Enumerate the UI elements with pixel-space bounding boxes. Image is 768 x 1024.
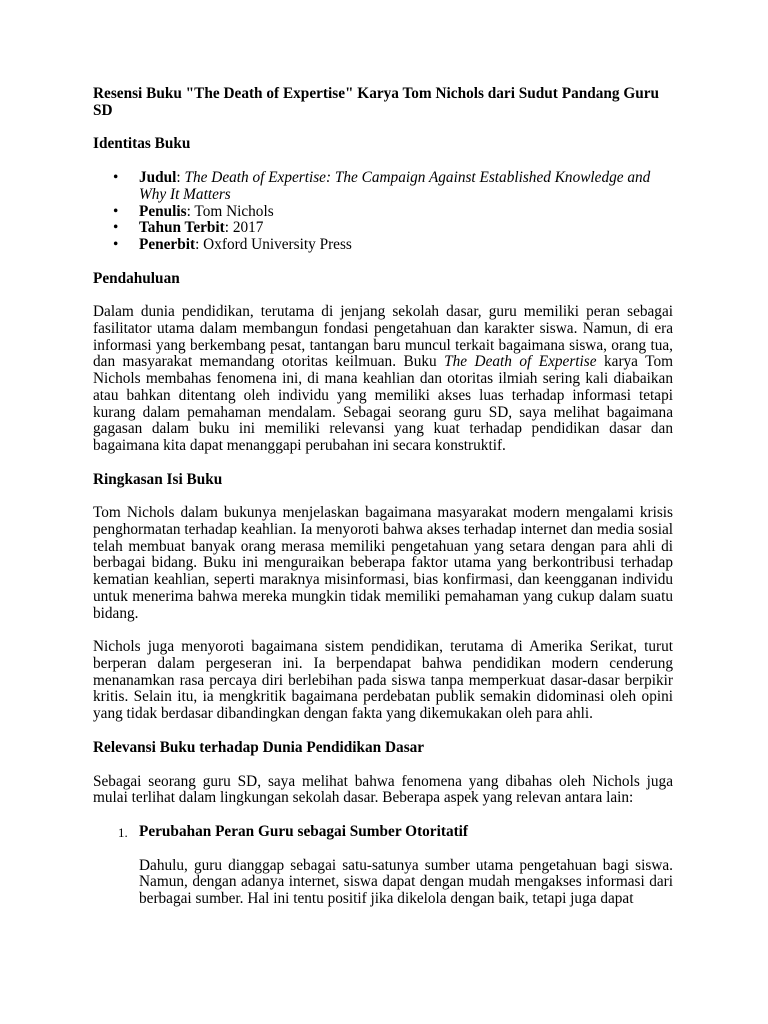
bullet-icon: • [113, 219, 119, 237]
ringkasan-paragraph-1: Tom Nichols dalam bukunya menjelaskan bagaimana masyarakat modern mengalami krisis penghormatan terhadap keahlian. Ia menyoroti bahwa akses terhadap internet dan media sosial telah membuat banyak orang merasa memiliki pengetahuan yang setara dengan para ahli di berbagai bidang. Buku ini menguraikan beberapa faktor utama yang berkontribusi terhadap kematian keahlian, seperti maraknya misinformasi, bias konfirmasi, dan keengganan individu untuk menerima bahwa mereka mungkin tidak memiliki pemahaman yang cukup dalam suatu bidang. [93, 504, 673, 622]
list-item-title: Perubahan Peran Guru sebagai Sumber Otoritatif [139, 822, 469, 840]
section-heading-relevansi: Relevansi Buku terhadap Dunia Pendidikan Dasar [93, 738, 425, 756]
document-body [93, 86, 673, 908]
bullet-icon: • [113, 202, 119, 220]
item-value: Tom Nichols [194, 202, 274, 220]
item-label: Penulis [139, 202, 187, 220]
book-title-italic: The Death of Expertise [444, 353, 597, 371]
ringkasan-paragraph-2: Nichols juga menyoroti bagaimana sistem pendidikan, terutama di Amerika Serikat, turut berperan dalam pergeseran ini. Ia berpendapat bahwa pendidikan modern cenderung menanamkan rasa percaya diri berlebihan pada siswa tanpa memperkuat dasar-dasar berpikir kritis. Selain itu, ia mengkritik bagaimana perdebatan publik semakin didominasi oleh opini yang tidak berdasar dibandingkan dengan fakta yang dikemukakan oleh para ahli. [93, 638, 673, 723]
bullet-icon: • [113, 169, 119, 187]
list-item-text: Dahulu, guru dianggap sebagai satu-satunya sumber utama pengetahuan bagi siswa. Namun, dengan adanya internet, siswa dapat dengan mudah mengakses informasi dari berbagai sumber. Hal ini tentu positif jika dikelola dengan baik, tetapi juga dapat [139, 856, 673, 908]
relevansi-paragraph: Sebagai seorang guru SD, saya melihat bahwa fenomena yang dibahas oleh Nichols juga mulai terlihat dalam lingkungan sekolah dasar. Beberapa aspek yang relevan antara lain: [93, 772, 673, 807]
paragraph-text: Dalam dunia pendidikan, terutama di jenjang sekolah dasar, guru memiliki peran sebagai fasilitator utama dalam membangun fondasi pengetahuan dan karakter siswa. Namun, di era informasi yang berkembang pesat, tantangan baru muncul terkait bagaimana siswa, orang tua, dan masyarakat memandang otoritas keilmuan. Buku [93, 303, 673, 371]
list-item-tahun-terbit: • Tahun Terbit: 2017 [113, 219, 264, 237]
list-item-penerbit: • Penerbit: Oxford University Press [113, 235, 352, 253]
item-label: Judul [139, 169, 177, 187]
list-number: 1. [118, 824, 128, 840]
section-heading-identitas: Identitas Buku [93, 135, 191, 153]
document-title: Resensi Buku "The Death of Expertise" Karya Tom Nichols dari Sudut Pandang Guru SD [93, 85, 660, 119]
relevansi-list [93, 824, 673, 908]
item-label: Penerbit [139, 235, 196, 253]
list-item-penulis: • Penulis: Tom Nichols [113, 202, 274, 220]
numbered-list-item [93, 824, 673, 908]
section-heading-ringkasan: Ringkasan Isi Buku [93, 470, 223, 488]
identitas-list [93, 170, 673, 254]
section-heading-pendahuluan: Pendahuluan [93, 269, 180, 287]
item-value: Oxford University Press [203, 235, 352, 253]
pendahuluan-paragraph [93, 304, 673, 454]
item-value: The Death of Expertise: The Campaign Against Established Knowledge and Why It Matters [139, 169, 651, 203]
paragraph-text: karya Tom Nichols membahas fenomena ini, di mana keahlian dan otoritas ilmiah sering kali diabaikan atau bahkan ditentang oleh individu yang memiliki akses luas terhadap informasi tetapi kurang dalam pemahaman mendalam. Sebagai seorang guru SD, saya melihat bagaimana gagasan dalam buku ini memiliki relevansi yang kuat terhadap pendidikan dasar dan bagaimana kita dapat menanggapi perubahan ini secara konstruktif. [93, 353, 673, 454]
list-item-judul: • Judul: The Death of Expertise: The Campaign Against Established Knowledge and Why It Matters [113, 169, 651, 203]
item-label: Tahun Terbit [139, 219, 225, 237]
item-value: 2017 [232, 219, 264, 237]
bullet-icon: • [113, 235, 119, 253]
